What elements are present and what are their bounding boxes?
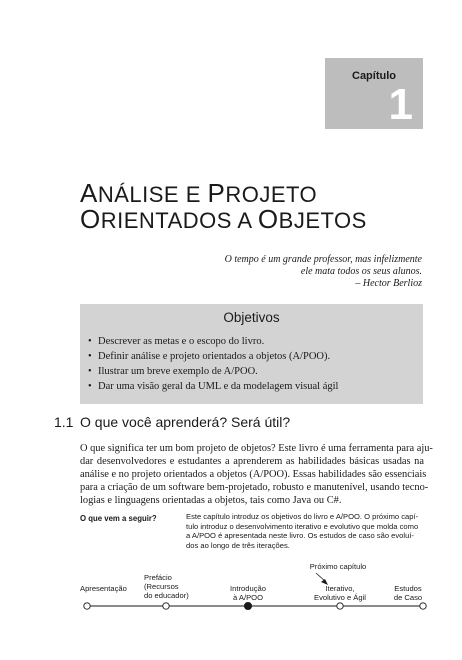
next-line: tulo introduz o desenvolvimento iterativo e evolutivo que molda como [186, 521, 419, 531]
timeline-stop-label: Prefácio (Recursos do educador) [144, 573, 189, 600]
chapter-title-line-1 [80, 180, 317, 208]
bullet-icon: • [88, 351, 92, 362]
objectives-list [88, 334, 338, 394]
chapter-title-line-2 [80, 206, 367, 234]
list-item: • Dar uma visão geral da UML e da modelagem visual ágil [88, 381, 339, 392]
chapter-label: Capítulo [352, 70, 396, 82]
timeline-stop-icon [163, 603, 169, 609]
section-title: O que você aprenderá? Será útil? [80, 414, 291, 430]
body-line: O que significa ter um bom projeto de objetos? Este livro é uma ferramenta para aju- [80, 443, 433, 454]
title-segment: A [80, 178, 98, 208]
epigraph-attribution: – Hector Berlioz [355, 278, 422, 289]
chapter-number: 1 [388, 80, 413, 129]
title-segment: P [207, 178, 226, 208]
next-line: dos ao longo de três iterações. [186, 540, 290, 550]
epigraph-line-2: ele mata todos os seus alunos. [300, 266, 422, 277]
timeline-stop-label: Apresentação [80, 584, 127, 593]
timeline-stop-label: Iterativo, Evolutivo e Ágil [314, 584, 366, 602]
chapter-timeline [80, 562, 430, 612]
body-line: análise e no projeto orientados a objetos (A/POO). Essas habilidades são essenciais [80, 469, 427, 480]
next-line: a A/POO é apresentada neste livro. Os estudos de caso são evoluí- [186, 531, 414, 540]
timeline-stop-icon [420, 603, 426, 609]
title-segment: NÁLISE E [97, 182, 208, 207]
bullet-icon: • [88, 336, 92, 347]
next-chapter-label: Próximo capítulo [309, 562, 367, 571]
next-description [186, 512, 424, 550]
body-line: para a criação de um software bem-projetado, robusto e manutenível, usando tecno- [80, 482, 429, 493]
objectives-box [80, 304, 423, 404]
timeline-current-stop-icon [244, 602, 251, 609]
timeline-stop-label: Estudos de Caso [393, 584, 423, 602]
timeline-stop-label: Introdução à A/POO [230, 584, 266, 602]
next-line: Este capítulo introduz os objetivos do livro e A/POO. O próximo capí- [186, 512, 419, 521]
timeline-stop-icon [84, 603, 90, 609]
body-paragraph [80, 442, 433, 507]
body-line: logias e linguagens orientadas a objetos, tais como Java ou C#. [80, 495, 342, 506]
list-item: • Descrever as metas e o escopo do livro. [88, 336, 265, 347]
title-segment: O [80, 204, 101, 234]
title-segment: O [257, 204, 279, 234]
title-segment: BJETOS [278, 208, 367, 233]
chapter-box [325, 58, 423, 129]
epigraph-line-1: O tempo é um grande professor, mas infelizmente [224, 254, 422, 265]
list-item: • Definir análise e projeto orientados a objetos (A/POO). [88, 351, 331, 362]
body-line: dar desenvolvedores e estudantes a aprenderem as habilidades básicas usadas na [80, 456, 424, 467]
objectives-title: Objetivos [223, 310, 280, 325]
bullet-icon: • [88, 381, 92, 392]
timeline-stop-icon [337, 603, 343, 609]
next-label: O que vem a seguir? [80, 514, 157, 523]
bullet-icon: • [88, 366, 92, 377]
list-item: • Ilustrar um breve exemplo de A/POO. [88, 366, 258, 377]
title-segment: ROJETO [225, 182, 318, 207]
section-number: 1.1 [54, 414, 74, 430]
title-segment: RIENTADOS A [100, 208, 258, 233]
